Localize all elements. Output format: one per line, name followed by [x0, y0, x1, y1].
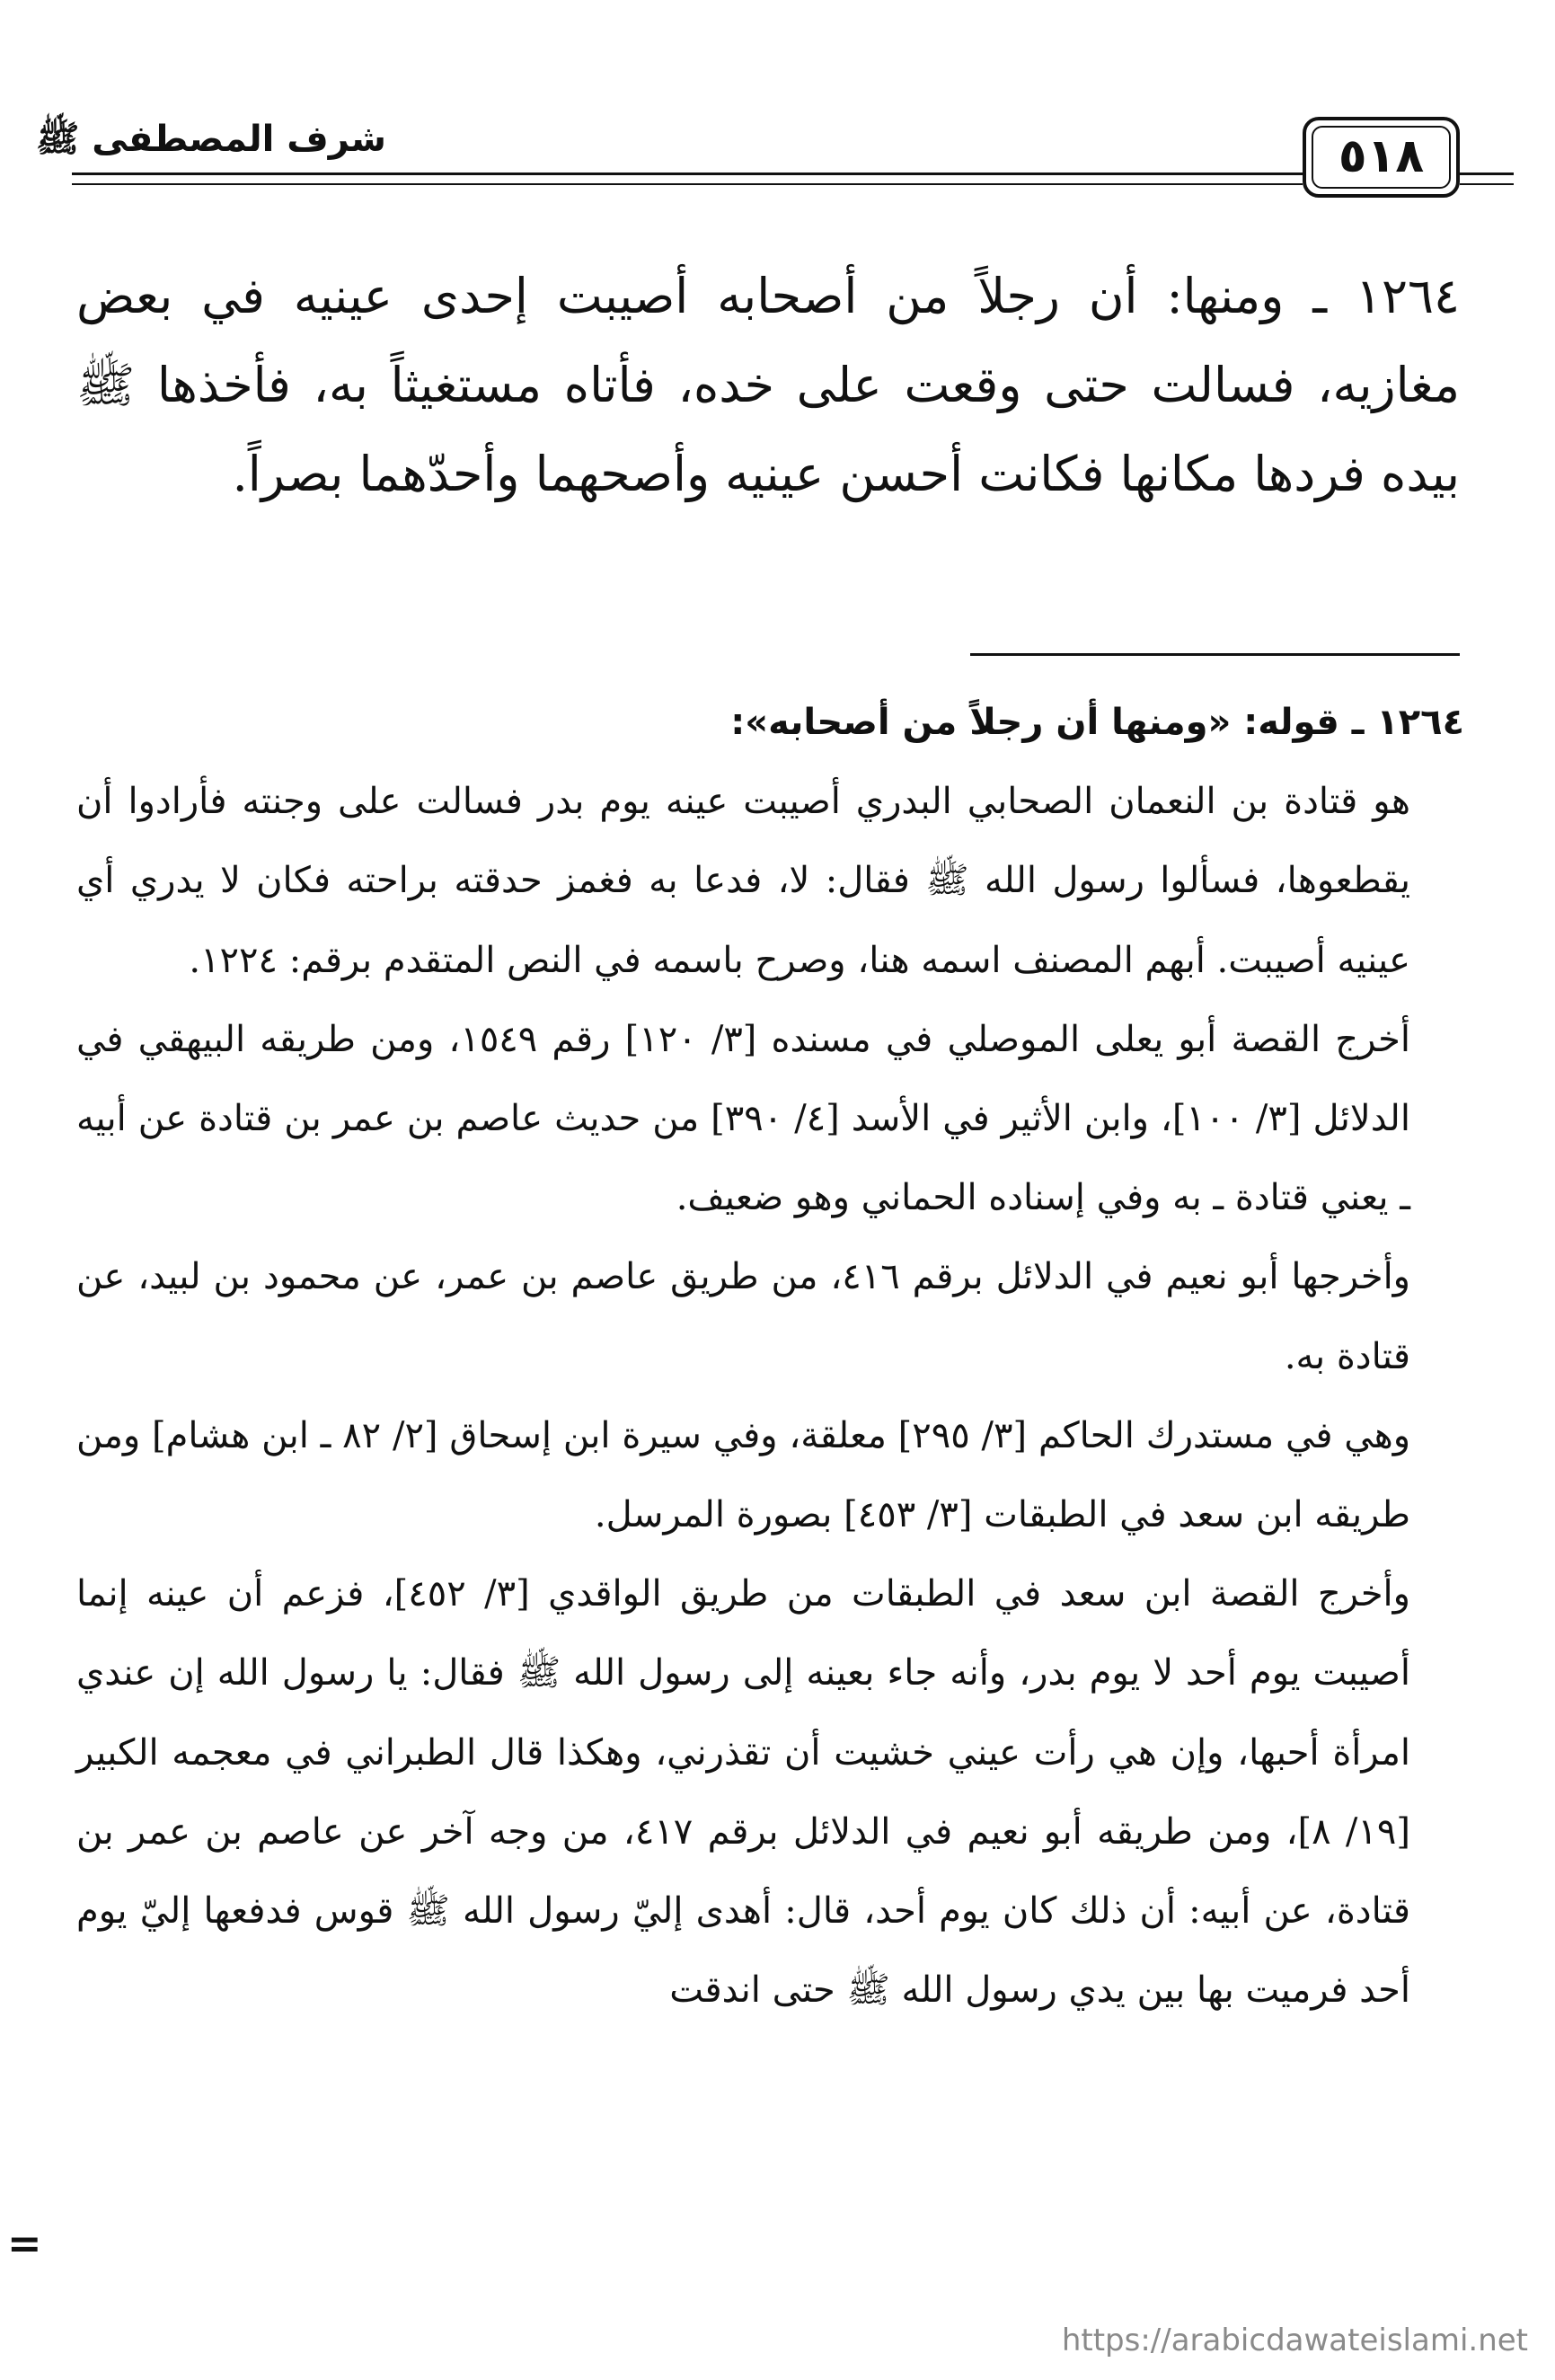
- header-rule-bottom: [72, 183, 1303, 185]
- commentary-paragraph: وأخرجها أبو نعيم في الدلائل برقم ٤١٦، من طريق عاصم بن عمر، عن محمود بن لبيد، عن قتادة به.: [76, 1256, 1410, 1377]
- running-title: شرف المصطفى ﷺ: [35, 119, 386, 160]
- commentary-heading: ١٢٦٤ ـ قوله: «ومنها أن رجلاً من أصحابه»:: [730, 702, 1464, 743]
- continuation-mark: =: [7, 2219, 42, 2268]
- page-number-frame: [1303, 117, 1460, 198]
- main-text: ١٢٦٤ ـ ومنها: أن رجلاً من أصحابه أصيبت إحدى عينيه في بعض مغازيه، فسالت حتى وقعت على خده، فأتاه مستغيثاً به، فأخذها ﷺ بيده فردها مكانها فكانت أحسن عينيه وأصحهما وأحدّهما بصراً.: [76, 268, 1460, 502]
- page-header: [35, 108, 1455, 207]
- header-rule-right-top: [1460, 173, 1514, 175]
- commentary-paragraph: هو قتادة بن النعمان الصحابي البدري أصيبت عينه يوم بدر فسالت على وجنته فأرادوا أن يقطعوها، فسألوا رسول الله ﷺ فقال: لا، فدعا به فغمز حدقته براحته فكان لا يدري أي عينيه أصيبت. أبهم المصنف اسمه هنا، وصرح باسمه في النص المتقدم برقم: ١٢٢٤.: [76, 781, 1410, 981]
- commentary-paragraph: وأخرج القصة ابن سعد في الطبقات من طريق الواقدي [٣/ ٤٥٢]، فزعم أن عينه إنما أصيبت يوم أحد لا يوم بدر، وأنه جاء بعينه إلى رسول الله ﷺ فقال: يا رسول الله إن عندي امرأة أحبها، وإن هي رأت عيني خشيت أن تقذرني، وهكذا قال الطبراني في معجمه الكبير [١٩/ ٨]، ومن طريقه أبو نعيم في الدلائل برقم ٤١٧، من وجه آخر عن عاصم بن عمر بن قتادة، عن أبيه: أن ذلك كان يوم أحد، قال: أهدى إليّ رسول الله ﷺ قوس فدفعها إليّ يوم أحد فرميت بها بين يدي رسول الله ﷺ حتى اندقت: [76, 1573, 1410, 2012]
- commentary: [76, 683, 1464, 2030]
- footnote-divider: [970, 653, 1460, 656]
- page-number: ٥١٨: [1338, 129, 1425, 183]
- header-rule-top: [72, 173, 1303, 175]
- watermark-url: https://arabicdawateislami.net: [1061, 2322, 1528, 2358]
- commentary-paragraph: وهي في مستدرك الحاكم [٣/ ٢٩٥] معلقة، وفي سيرة ابن إسحاق [٢/ ٨٢ ـ ابن هشام] ومن طريقه ابن سعد في الطبقات [٣/ ٤٥٣] بصورة المرسل.: [76, 1414, 1411, 1536]
- header-rule-right-bottom: [1460, 183, 1514, 185]
- commentary-paragraph: أخرج القصة أبو يعلى الموصلي في مسنده [٣/ ١٢٠] رقم ١٥٤٩، ومن طريقه البيهقي في الدلائل [٣/ ١٠٠]، وابن الأثير في الأسد [٤/ ٣٩٠] من حديث عاصم بن عمر بن قتادة عن أبيه ـ يعني قتادة ـ به وفي إسناده الحماني وهو ضعيف.: [76, 1018, 1410, 1219]
